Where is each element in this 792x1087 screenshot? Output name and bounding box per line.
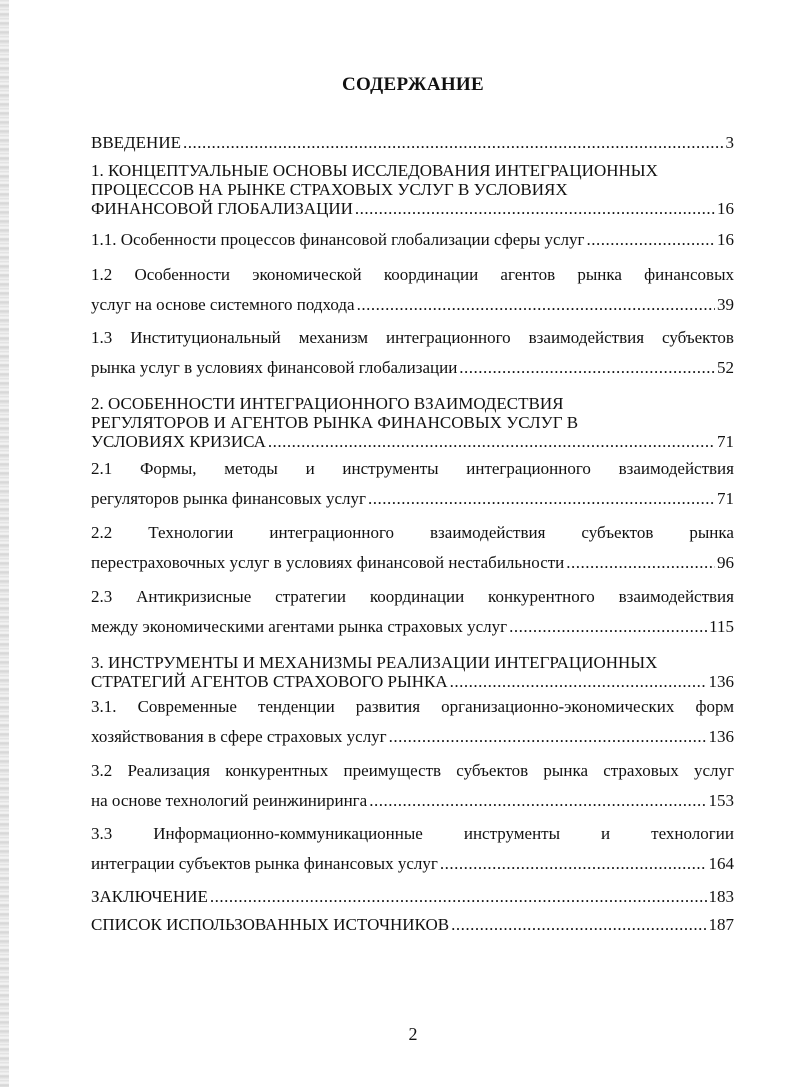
word: Информационно-коммуникационные — [153, 824, 423, 843]
toc-entry-conclusion[interactable] — [91, 886, 734, 907]
leader-dots — [183, 132, 724, 153]
chapter-title-line-3: ФИНАНСОВОЙ ГЛОБАЛИЗАЦИИ — [91, 199, 353, 218]
toc-entry-3-1[interactable] — [91, 696, 734, 747]
leader-dots — [389, 726, 707, 747]
chapter-title-line-1: 2. ОСОБЕННОСТИ ИНТЕГРАЦИОННОГО ВЗАИМОДЕСТВИЯ — [91, 394, 564, 413]
word: рынка — [689, 523, 734, 542]
word: Реализация — [127, 761, 210, 780]
entry-title-line-2: хозяйствования в сфере страховых услуг — [91, 727, 387, 746]
word: 2.1 — [91, 459, 113, 478]
word: Институциональный — [130, 328, 281, 347]
leader-dots — [586, 229, 715, 250]
word: финансовых — [644, 265, 734, 284]
word: интеграционного — [386, 328, 511, 347]
toc-entry-2-3[interactable] — [91, 586, 734, 637]
chapter-title-line-3: УСЛОВИЯХ КРИЗИСА — [91, 432, 266, 451]
entry-title-line-2: рынка услуг в условиях финансовой глобализации — [91, 358, 458, 377]
entry-page: 187 — [708, 915, 734, 934]
word: Современные — [137, 697, 237, 716]
word: 2.3 — [91, 587, 113, 606]
word: взаимодействия — [430, 523, 546, 542]
toc-entry-1-1[interactable] — [91, 229, 734, 250]
word: инструменты — [463, 824, 561, 843]
word: инструменты — [342, 459, 439, 478]
word: форм — [695, 697, 734, 716]
leader-dots — [566, 552, 715, 573]
word: Формы, — [139, 459, 197, 478]
page-number: 2 — [408, 1024, 418, 1044]
word: интеграционного — [466, 459, 591, 478]
word: развития — [355, 697, 421, 716]
chapter-title-line-1: 3. ИНСТРУМЕНТЫ И МЕХАНИЗМЫ РЕАЛИЗАЦИИ ИНТЕГРАЦИОННЫХ — [91, 653, 658, 672]
entry-title-line-2: на основе технологий реинжиниринга — [91, 791, 368, 810]
chapter-title-line-2: ПРОЦЕССОВ НА РЫНКЕ СТРАХОВЫХ УСЛУГ В УСЛОВИЯХ — [91, 180, 568, 199]
word: рынка — [577, 265, 622, 284]
word: координации — [383, 265, 479, 284]
entry-page: 136 — [708, 727, 734, 746]
entry-title: ЗАКЛЮЧЕНИЕ — [91, 887, 208, 906]
word: стратегии — [275, 587, 347, 606]
leader-dots — [268, 431, 715, 452]
entry-title-line-2: регуляторов рынка финансовых услуг — [91, 489, 366, 508]
word: и — [305, 459, 315, 478]
word: Особенности — [134, 265, 230, 284]
leader-dots — [440, 853, 707, 874]
word: конкурентного — [488, 587, 595, 606]
leader-dots — [369, 790, 706, 811]
leader-dots — [459, 357, 715, 378]
toc-entry-1-3[interactable] — [91, 327, 734, 378]
leader-dots — [451, 914, 706, 935]
word: взаимодействия — [618, 587, 734, 606]
toc-entry-2-2[interactable] — [91, 522, 734, 573]
chapter-title-line-2: РЕГУЛЯТОРОВ И АГЕНТОВ РЫНКА ФИНАНСОВЫХ УСЛУГ В — [91, 413, 579, 432]
entry-page: 115 — [709, 617, 734, 636]
entry-page: 39 — [717, 295, 734, 314]
toc-entry-chapter-2[interactable] — [91, 393, 734, 452]
word: 3.1. — [91, 697, 117, 716]
toc-entry-1-2[interactable] — [91, 264, 734, 315]
word: услуг — [693, 761, 734, 780]
word: и — [601, 824, 611, 843]
word: преимуществ — [343, 761, 442, 780]
toc-entry-3-3[interactable] — [91, 823, 734, 874]
entry-title: СПИСОК ИСПОЛЬЗОВАННЫХ ИСТОЧНИКОВ — [91, 915, 450, 934]
word: взаимодействия — [618, 459, 734, 478]
entry-page: 52 — [717, 358, 734, 377]
toc-entry-chapter-1[interactable] — [91, 160, 734, 219]
entry-page: 96 — [717, 553, 734, 572]
word: 1.3 — [91, 328, 113, 347]
toc-entry-3-2[interactable] — [91, 760, 734, 811]
word: организационно-экономических — [441, 697, 675, 716]
word: конкурентных — [225, 761, 329, 780]
word: методы — [224, 459, 278, 478]
leader-dots — [357, 294, 715, 315]
scan-edge — [0, 0, 9, 1087]
word: интеграционного — [269, 523, 395, 542]
word: 2.2 — [91, 523, 113, 542]
word: субъектов — [662, 328, 734, 347]
word: субъектов — [581, 523, 654, 542]
word: взаимодействия — [528, 328, 645, 347]
word: рынка — [543, 761, 588, 780]
entry-title-line-2: перестраховочных услуг в условиях финансовой нестабильности — [91, 553, 565, 572]
leader-dots — [210, 886, 707, 907]
entry-title-line-2: между экономическими агентами рынка страховых услуг — [91, 617, 508, 636]
entry-page: 71 — [717, 489, 734, 508]
word: координации — [369, 587, 465, 606]
entry-page: 3 — [725, 133, 734, 152]
entry-page: 164 — [708, 854, 734, 873]
word: Антикризисные — [136, 587, 252, 606]
leader-dots — [450, 671, 707, 692]
word: 1.2 — [91, 265, 113, 284]
toc-entry-2-1[interactable] — [91, 458, 734, 509]
toc-entry-sources[interactable] — [91, 914, 734, 935]
chapter-title-line-2: СТРАТЕГИЙ АГЕНТОВ СТРАХОВОГО РЫНКА — [91, 672, 448, 691]
word: Технологии — [148, 523, 234, 542]
word: механизм — [298, 328, 369, 347]
entry-page: 71 — [717, 432, 734, 451]
word: 3.2 — [91, 761, 113, 780]
word: технологии — [651, 824, 734, 843]
toc-entry-intro[interactable] — [91, 132, 734, 153]
word: страховых — [603, 761, 679, 780]
entry-page: 183 — [708, 887, 734, 906]
entry-page: 136 — [708, 672, 734, 691]
word: агентов — [500, 265, 556, 284]
entry-title-line-2: интеграции субъектов рынка финансовых услуг — [91, 854, 438, 873]
entry-title: 1.1. Особенности процессов финансовой глобализации сферы услуг — [91, 230, 585, 249]
word: 3.3 — [91, 824, 113, 843]
word: тенденции — [258, 697, 335, 716]
word: экономической — [252, 265, 362, 284]
entry-page: 153 — [708, 791, 734, 810]
word: субъектов — [456, 761, 529, 780]
entry-title: ВВЕДЕНИЕ — [91, 133, 181, 152]
entry-page: 16 — [717, 230, 734, 249]
entry-title-line-2: услуг на основе системного подхода — [91, 295, 355, 314]
chapter-title-line-1: 1. КОНЦЕПТУАЛЬНЫЕ ОСНОВЫ ИССЛЕДОВАНИЯ ИНТЕГРАЦИОННЫХ — [91, 161, 658, 180]
leader-dots — [355, 198, 715, 219]
page-title: СОДЕРЖАНИЕ — [342, 74, 484, 95]
toc-entry-chapter-3[interactable] — [91, 652, 734, 692]
leader-dots — [368, 488, 715, 509]
entry-page: 16 — [717, 199, 734, 218]
leader-dots — [509, 616, 707, 637]
